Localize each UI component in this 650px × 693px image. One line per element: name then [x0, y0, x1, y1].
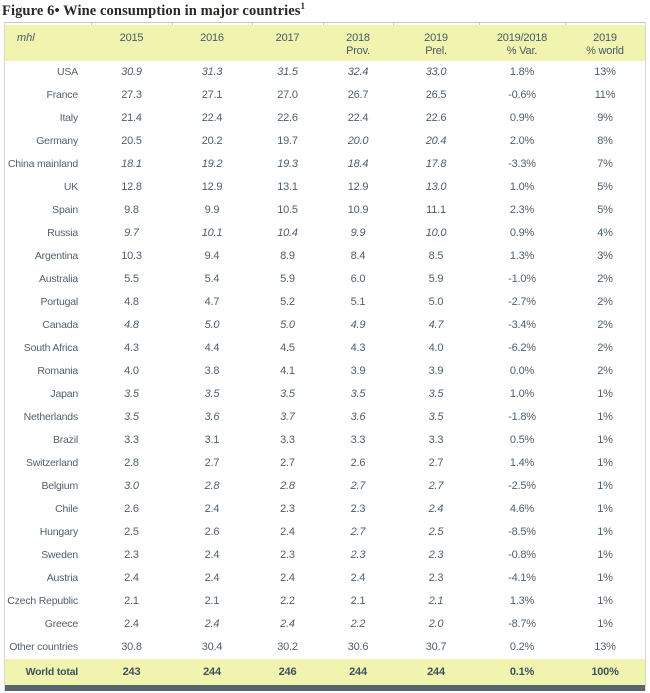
value-cell: 30.6 [347, 641, 369, 653]
value-cell: 17.8 [425, 158, 447, 170]
column-header [91, 25, 172, 61]
country-label: Portugal [40, 296, 78, 308]
value-cell: 21.4 [121, 112, 142, 124]
value-cell: 3.5 [428, 388, 444, 400]
table-row [5, 199, 645, 222]
value-cell: 10.4 [277, 227, 298, 239]
world-share-cell: 8% [597, 135, 613, 147]
value-cell: 3.7 [280, 411, 295, 423]
table-row [5, 590, 645, 613]
value-cell: 5.2 [280, 296, 295, 308]
value-cell: 18.1 [121, 158, 142, 170]
country-label: Australia [38, 273, 78, 285]
value-cell: 2.0 [428, 618, 444, 630]
world-share-cell: 2% [597, 296, 613, 308]
country-label: Spain [52, 204, 78, 216]
country-label: South Africa [23, 342, 78, 354]
value-cell: 2.5 [124, 526, 139, 538]
value-cell: 8.9 [280, 250, 295, 262]
value-cell: 10.3 [121, 250, 142, 262]
world-share-cell: 13% [594, 641, 616, 653]
table-row [5, 61, 645, 84]
value-cell: 4.4 [204, 342, 220, 354]
value-cell: 2.7 [428, 480, 444, 492]
value-cell: 2.8 [124, 457, 139, 469]
value-cell: 2.3 [280, 503, 295, 515]
value-cell: 2.7 [204, 457, 220, 469]
value-cell: 2.3 [350, 503, 366, 515]
table-row [5, 245, 645, 268]
value-cell: 3.5 [428, 411, 444, 423]
column-header-line2: % Var. [506, 44, 538, 57]
value-cell: 3.6 [204, 411, 220, 423]
variation-cell: -0.6% [508, 89, 536, 101]
table-row [5, 452, 645, 475]
value-cell: 18.4 [347, 158, 369, 170]
value-cell: 2.7 [350, 526, 366, 538]
value-cell: 9.9 [204, 204, 220, 216]
value-cell: 26.5 [425, 89, 447, 101]
value-cell: 5.1 [350, 296, 366, 308]
value-cell: 9.4 [204, 250, 220, 262]
value-cell: 2.4 [280, 618, 295, 630]
value-cell: 3.6 [350, 411, 366, 423]
country-label: Canada [42, 319, 78, 331]
value-cell: 246 [278, 666, 297, 678]
column-header [565, 25, 645, 61]
value-cell: 12.9 [201, 181, 223, 193]
world-share-cell: 1% [597, 434, 613, 446]
variation-cell: 0.1% [509, 666, 535, 678]
column-header-line1: 2019 [424, 32, 448, 44]
column-header [323, 25, 393, 61]
value-cell: 2.8 [280, 480, 295, 492]
country-label: Argentina [34, 250, 78, 262]
value-cell: 2.7 [428, 457, 444, 469]
variation-cell: 1.4% [509, 457, 535, 469]
world-share-cell: 2% [597, 319, 613, 331]
value-cell: 3.0 [124, 480, 139, 492]
table-body [5, 61, 645, 685]
value-cell: 2.1 [350, 595, 366, 607]
table-row [5, 544, 645, 567]
value-cell: 27.3 [121, 89, 142, 101]
world-share-cell: 1% [597, 595, 613, 607]
variation-cell: 2.0% [509, 135, 535, 147]
value-cell: 2.3 [124, 549, 139, 561]
value-cell: 12.9 [347, 181, 369, 193]
value-cell: 3.3 [280, 434, 295, 446]
value-cell: 11.1 [426, 204, 446, 216]
value-cell: 2.3 [350, 549, 366, 561]
country-label: Greece [44, 618, 78, 630]
world-share-cell: 9% [597, 112, 613, 124]
variation-cell: -1.8% [508, 411, 536, 423]
value-cell: 2.1 [124, 595, 139, 607]
value-cell: 33.0 [425, 66, 447, 78]
value-cell: 3.3 [350, 434, 366, 446]
variation-cell: -2.5% [508, 480, 536, 492]
world-total-row [5, 659, 645, 685]
value-cell: 8.4 [350, 250, 366, 262]
value-cell: 10.1 [201, 227, 223, 239]
country-label: France [46, 89, 78, 101]
table-bottom-rule [5, 685, 645, 691]
value-cell: 3.9 [428, 365, 444, 377]
country-label: Chile [55, 503, 78, 515]
value-cell: 2.6 [204, 526, 220, 538]
column-header [393, 25, 479, 61]
variation-cell: 1.0% [509, 181, 535, 193]
world-share-cell: 11% [594, 89, 616, 101]
world-share-cell: 1% [597, 388, 613, 400]
value-cell: 2.2 [350, 618, 366, 630]
value-cell: 4.3 [350, 342, 366, 354]
country-label: USA [57, 66, 78, 78]
table-row [5, 176, 645, 199]
world-share-cell: 13% [594, 66, 616, 78]
table-row [5, 291, 645, 314]
variation-cell: -3.3% [508, 158, 536, 170]
value-cell: 4.7 [204, 296, 220, 308]
value-cell: 2.4 [124, 572, 139, 584]
column-header-line2: % world [586, 44, 624, 57]
value-cell: 9.8 [124, 204, 139, 216]
variation-cell: 0.2% [509, 641, 535, 653]
table-row [5, 636, 645, 659]
value-cell: 10.5 [277, 204, 298, 216]
value-cell: 3.5 [280, 388, 295, 400]
country-label: Brazil [52, 434, 78, 446]
country-label: UK [63, 181, 78, 193]
country-label: Japan [50, 388, 78, 400]
table-row [5, 498, 645, 521]
table-row [5, 613, 645, 636]
value-cell: 10.0 [425, 227, 447, 239]
world-share-cell: 5% [597, 204, 613, 216]
table-row [5, 383, 645, 406]
value-cell: 2.5 [428, 526, 444, 538]
variation-cell: -0.8% [508, 549, 536, 561]
value-cell: 4.9 [350, 319, 366, 331]
value-cell: 2.6 [124, 503, 139, 515]
variation-cell: 0.9% [509, 112, 535, 124]
value-cell: 30.8 [121, 641, 142, 653]
value-cell: 2.4 [280, 526, 295, 538]
value-cell: 2.7 [350, 480, 366, 492]
value-cell: 19.2 [201, 158, 223, 170]
column-header-line1: 2018 [346, 32, 370, 44]
value-cell: 30.2 [277, 641, 298, 653]
figure-title [0, 0, 650, 22]
value-cell: 2.4 [204, 503, 220, 515]
footnote-marker: 1 [300, 1, 306, 12]
value-cell: 2.3 [428, 572, 444, 584]
column-header-line1: 2017 [275, 32, 300, 44]
value-cell: 3.8 [204, 365, 220, 377]
value-cell: 22.4 [347, 112, 369, 124]
value-cell: 31.3 [201, 66, 223, 78]
value-cell: 30.7 [425, 641, 447, 653]
variation-cell: 4.6% [509, 503, 535, 515]
world-share-cell: 1% [597, 526, 613, 538]
world-share-cell: 1% [597, 457, 613, 469]
world-share-cell: 1% [597, 549, 613, 561]
table-row [5, 406, 645, 429]
variation-cell: 0.9% [509, 227, 535, 239]
column-divider-tick [323, 22, 324, 25]
column-divider-tick [565, 22, 566, 25]
variation-cell: -1.0% [508, 273, 536, 285]
value-cell: 2.2 [280, 595, 295, 607]
value-cell: 3.5 [350, 388, 366, 400]
value-cell: 20.2 [201, 135, 223, 147]
value-cell: 4.1 [280, 365, 295, 377]
table-header [5, 25, 645, 61]
country-label: Switzerland [25, 457, 78, 469]
table-row [5, 475, 645, 498]
value-cell: 244 [349, 666, 367, 678]
value-cell: 30.4 [201, 641, 223, 653]
value-cell: 2.4 [204, 572, 220, 584]
table-row [5, 84, 645, 107]
value-cell: 2.4 [350, 572, 366, 584]
value-cell: 244 [203, 666, 221, 678]
world-total-label: World total [25, 666, 78, 678]
country-label: Netherlands [23, 411, 78, 423]
variation-cell: -6.2% [508, 342, 536, 354]
value-cell: 5.4 [204, 273, 220, 285]
value-cell: 32.4 [347, 66, 369, 78]
value-cell: 22.6 [277, 112, 298, 124]
value-cell: 6.0 [350, 273, 366, 285]
value-cell: 5.0 [204, 319, 220, 331]
variation-cell: 1.3% [509, 595, 535, 607]
world-share-cell: 5% [597, 181, 613, 193]
variation-cell: -8.5% [508, 526, 536, 538]
variation-cell: -8.7% [508, 618, 536, 630]
value-cell: 9.9 [350, 227, 366, 239]
country-label: Germany [36, 135, 78, 147]
value-cell: 2.6 [350, 457, 366, 469]
value-cell: 2.3 [428, 549, 444, 561]
world-share-cell: 2% [597, 273, 613, 285]
column-header-line1: 2019/2018 [496, 32, 548, 44]
value-cell: 2.4 [204, 618, 220, 630]
variation-cell: 1.8% [509, 66, 535, 78]
value-cell: 5.0 [428, 296, 444, 308]
value-cell: 3.5 [124, 388, 139, 400]
value-cell: 12.8 [121, 181, 142, 193]
value-cell: 2.4 [280, 572, 295, 584]
column-header [479, 25, 565, 61]
world-share-cell: 2% [597, 342, 613, 354]
value-cell: 22.6 [425, 112, 447, 124]
value-cell: 3.5 [204, 388, 220, 400]
value-cell: 243 [122, 666, 141, 678]
value-cell: 4.0 [124, 365, 139, 377]
unit-label: mhl [17, 32, 35, 44]
column-divider-tick [172, 22, 173, 25]
value-cell: 27.1 [201, 89, 223, 101]
value-cell: 13.0 [425, 181, 447, 193]
value-cell: 244 [427, 666, 445, 678]
world-share-cell: 2% [597, 365, 613, 377]
variation-cell: 1.0% [509, 388, 535, 400]
world-share-cell: 1% [597, 503, 613, 515]
column-header [252, 25, 323, 61]
value-cell: 30.9 [121, 66, 142, 78]
value-cell: 20.0 [347, 135, 369, 147]
value-cell: 10.9 [347, 204, 369, 216]
table-row [5, 130, 645, 153]
variation-cell: -4.1% [508, 572, 536, 584]
value-cell: 5.9 [280, 273, 295, 285]
country-label: Sweden [41, 549, 78, 561]
world-share-cell: 1% [597, 411, 613, 423]
variation-cell: -3.4% [508, 319, 536, 331]
variation-cell: 0.0% [509, 365, 535, 377]
value-cell: 4.8 [124, 296, 139, 308]
value-cell: 20.4 [425, 135, 447, 147]
world-share-cell: 1% [597, 480, 613, 492]
column-header-line1: 2019 [593, 32, 617, 44]
value-cell: 2.4 [428, 503, 444, 515]
value-cell: 2.3 [280, 549, 295, 561]
country-label: Other countries [9, 641, 78, 653]
value-cell: 31.5 [277, 66, 298, 78]
world-share-cell: 100% [591, 666, 619, 678]
column-header [172, 25, 252, 61]
figure-title-text: Figure 6• Wine consumption in major countries [2, 3, 301, 19]
variation-cell: 2.3% [509, 204, 535, 216]
table-row [5, 360, 645, 383]
value-cell: 5.0 [280, 319, 295, 331]
column-header-line1: 2015 [119, 32, 144, 44]
variation-cell: 0.5% [509, 434, 535, 446]
value-cell: 19.3 [277, 158, 298, 170]
value-cell: 27.0 [277, 89, 298, 101]
column-divider-tick [479, 22, 480, 25]
value-cell: 4.8 [124, 319, 139, 331]
column-divider-tick [393, 22, 394, 25]
value-cell: 2.1 [428, 595, 444, 607]
value-cell: 2.4 [204, 549, 220, 561]
value-cell: 3.1 [204, 434, 220, 446]
variation-cell: -2.7% [508, 296, 536, 308]
value-cell: 9.7 [124, 227, 139, 239]
value-cell: 3.9 [350, 365, 366, 377]
value-cell: 13.1 [277, 181, 298, 193]
value-cell: 19.7 [277, 135, 298, 147]
value-cell: 2.4 [124, 618, 139, 630]
table-row [5, 337, 645, 360]
country-label: Czech Republic [7, 595, 78, 607]
table-row [5, 107, 645, 130]
value-cell: 3.3 [124, 434, 139, 446]
table-row [5, 268, 645, 291]
table-row [5, 429, 645, 452]
value-cell: 4.7 [428, 319, 444, 331]
column-header-line1: 2016 [200, 32, 224, 44]
country-label: Romania [37, 365, 78, 377]
value-cell: 26.7 [347, 89, 369, 101]
world-share-cell: 4% [597, 227, 613, 239]
value-cell: 8.5 [428, 250, 444, 262]
column-divider-tick [252, 22, 253, 25]
country-label: China mainland [7, 158, 78, 170]
value-cell: 5.9 [428, 273, 444, 285]
variation-cell: 1.3% [509, 250, 535, 262]
value-cell: 4.5 [280, 342, 295, 354]
value-cell: 3.5 [124, 411, 139, 423]
world-share-cell: 1% [597, 572, 613, 584]
country-label: Austria [46, 572, 78, 584]
column-divider-tick [91, 22, 92, 25]
value-cell: 5.5 [124, 273, 139, 285]
value-cell: 2.8 [204, 480, 220, 492]
world-share-cell: 3% [597, 250, 613, 262]
value-cell: 20.5 [121, 135, 142, 147]
country-label: Belgium [41, 480, 78, 492]
country-label: Hungary [39, 526, 78, 538]
column-header-line2: Prel. [425, 44, 447, 57]
value-cell: 4.0 [428, 342, 444, 354]
country-label: Russia [47, 227, 78, 239]
value-cell: 2.7 [280, 457, 295, 469]
value-cell: 22.4 [201, 112, 223, 124]
value-cell: 2.1 [204, 595, 220, 607]
table-row [5, 521, 645, 544]
value-cell: 4.3 [124, 342, 139, 354]
table-row [5, 567, 645, 590]
wine-consumption-table [4, 22, 646, 691]
column-header-line2: Prov. [346, 44, 370, 57]
table-row [5, 153, 645, 176]
country-label: Italy [59, 112, 78, 124]
table-row [5, 314, 645, 337]
value-cell: 3.3 [428, 434, 444, 446]
world-share-cell: 1% [597, 618, 613, 630]
table-row [5, 222, 645, 245]
world-share-cell: 7% [597, 158, 613, 170]
